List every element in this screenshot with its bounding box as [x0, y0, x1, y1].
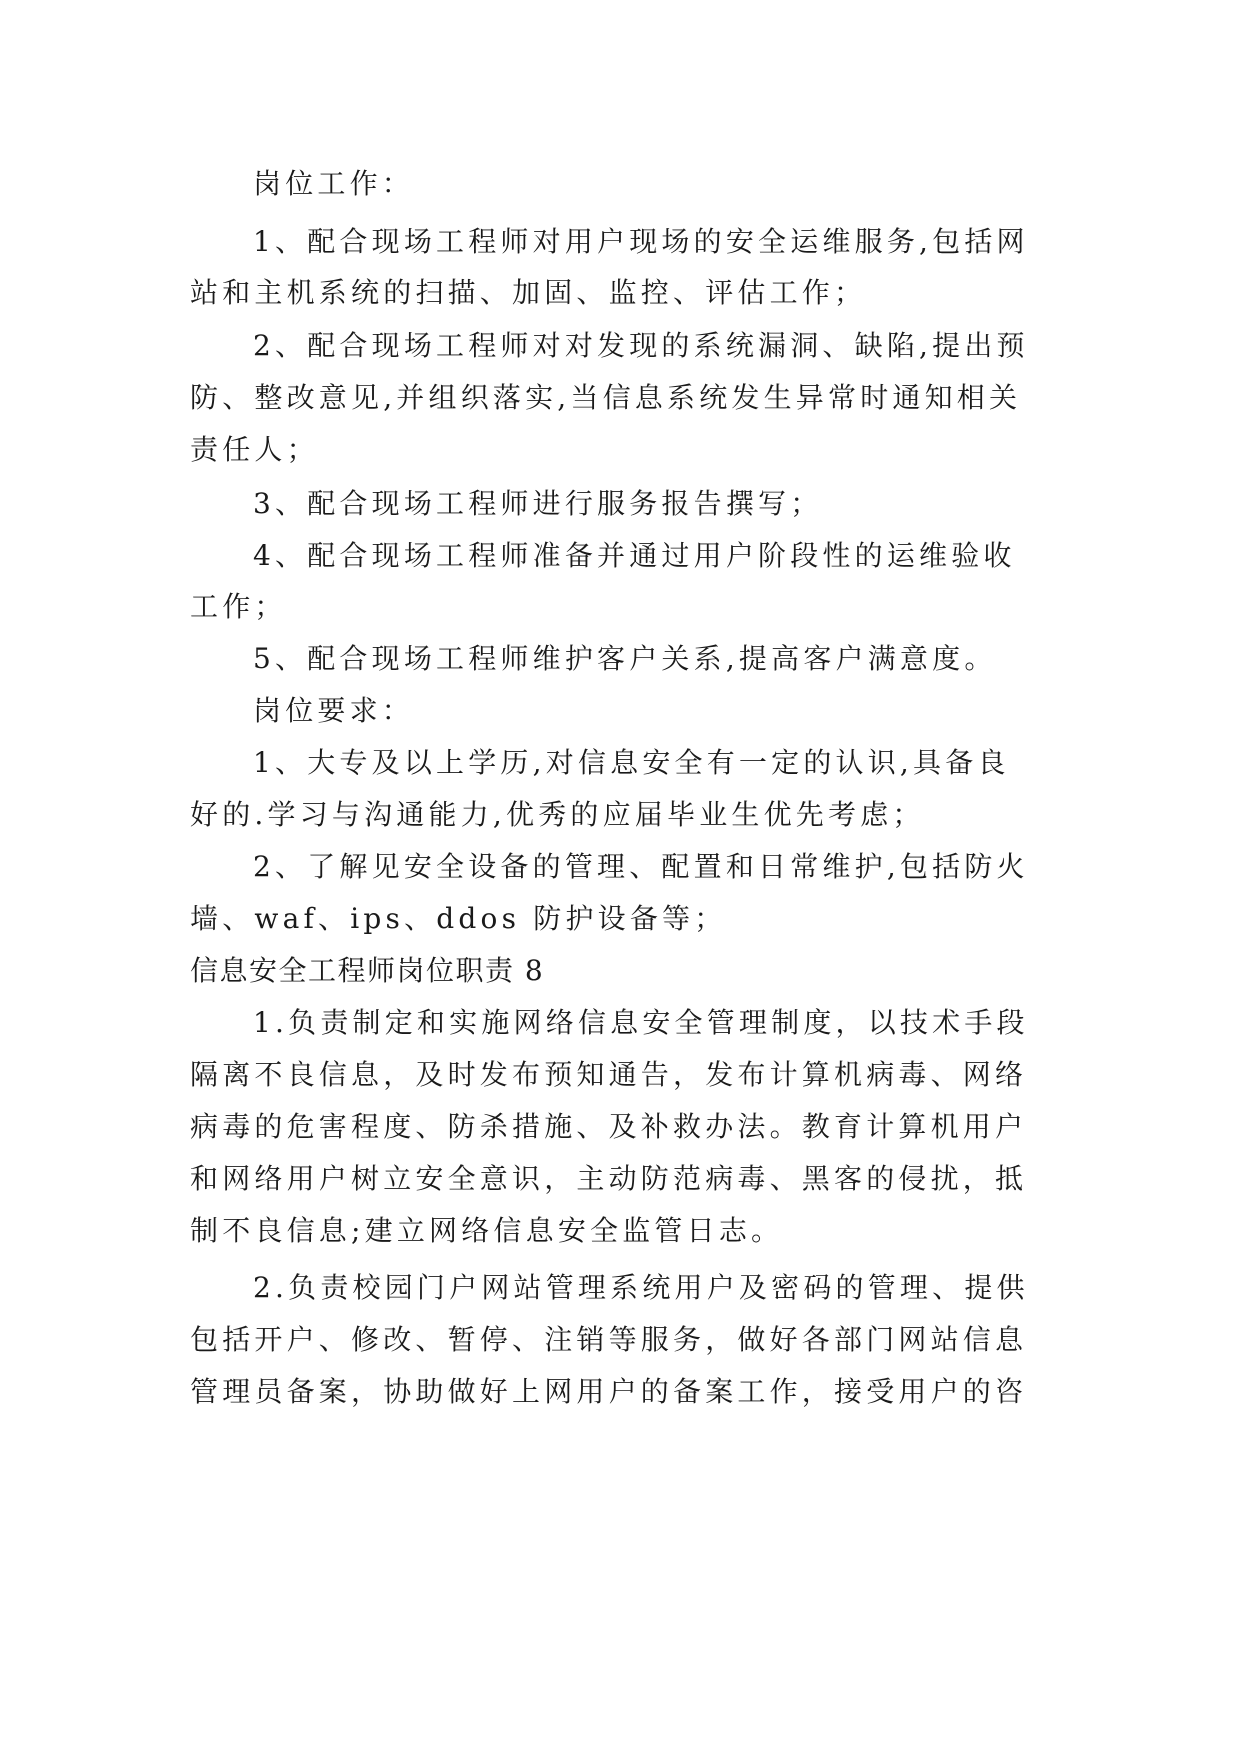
paragraph-line: 4、配合现场工程师准备并通过用户阶段性的运维验收 [253, 539, 1016, 572]
paragraph-line: 责任人； [190, 433, 319, 466]
paragraph-line: 和网络用户树立安全意识，主动防范病毒、黑客的侵扰，抵 [190, 1162, 1028, 1195]
paragraph-line: 3、配合现场工程师进行服务报告撰写； [253, 487, 823, 520]
paragraph-line: 工作； [190, 590, 287, 623]
paragraph-line: 病毒的危害程度、防杀措施、及补救办法。教育计算机用户 [190, 1110, 1028, 1143]
paragraph-line: 好的.学习与沟通能力,优秀的应届毕业生优先考虑； [190, 798, 925, 831]
paragraph-line: 1、配合现场工程师对用户现场的安全运维服务,包括网 [253, 225, 1029, 258]
paragraph-line: 2、配合现场工程师对对发现的系统漏洞、缺陷,提出预 [253, 329, 1029, 362]
paragraph-line: 包括开户、修改、暂停、注销等服务，做好各部门网站信息 [190, 1323, 1028, 1356]
paragraph-line: 制不良信息;建立网络信息安全监管日志。 [190, 1214, 784, 1247]
paragraph-line: 1、大专及以上学历,对信息安全有一定的认识,具备良 [253, 746, 1010, 779]
section-title: 信息安全工程师岗位职责 8 [190, 954, 545, 987]
paragraph-line: 隔离不良信息，及时发布预知通告，发布计算机病毒、网络 [190, 1058, 1028, 1091]
section-heading-job-duties: 岗位工作： [253, 167, 415, 200]
section-heading-job-requirements: 岗位要求： [253, 694, 415, 727]
paragraph-line: 站和主机系统的扫描、加固、监控、评估工作； [190, 276, 867, 309]
paragraph-line: 2.负责校园门户网站管理系统用户及密码的管理、提供 [253, 1271, 1029, 1304]
paragraph-line: 1.负责制定和实施网络信息安全管理制度，以技术手段 [253, 1006, 1029, 1039]
paragraph-line: 管理员备案，协助做好上网用户的备案工作，接受用户的咨 [190, 1375, 1028, 1408]
paragraph-line: 2、了解见安全设备的管理、配置和日常维护,包括防火 [253, 850, 1029, 883]
paragraph-line: 5、配合现场工程师维护客户关系,提高客户满意度。 [253, 642, 997, 675]
paragraph-line: 防、整改意见,并组织落实,当信息系统发生异常时通知相关 [190, 381, 1022, 414]
paragraph-line: 墙、waf、ips、ddos 防护设备等； [190, 902, 727, 935]
